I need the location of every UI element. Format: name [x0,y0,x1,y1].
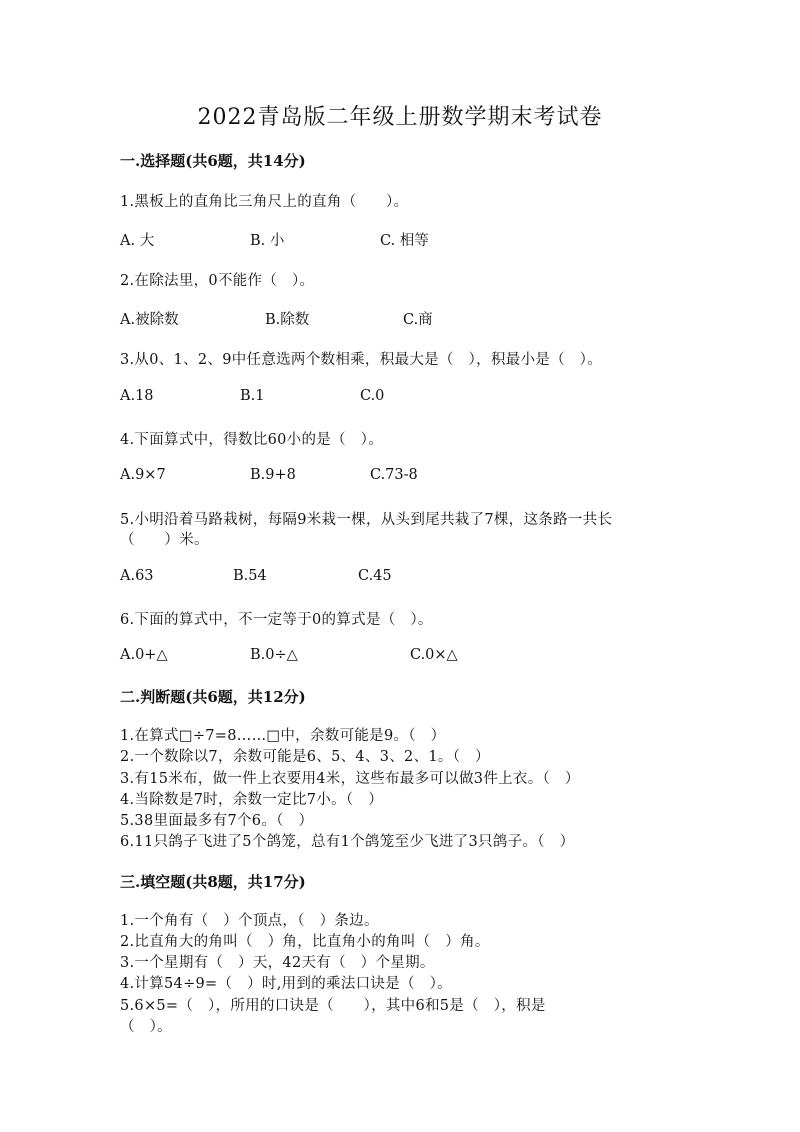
section-heading-judgement: 二.判断题(共6题，共12分) [120,688,306,706]
option-4c: C.73-8 [370,467,418,483]
option-6a: A.0+△ [120,647,168,663]
option-2a: A.被除数 [120,312,179,328]
question-6: 6.下面的算式中，不一定等于0的算式是（ ）。 [120,612,433,628]
question-4: 4.下面算式中，得数比60小的是（ ）。 [120,432,384,448]
fill-item-5-line2: （ ）。 [120,1019,172,1035]
section-heading-choice: 一.选择题(共6题，共14分) [120,152,306,170]
option-1b: B. 小 [250,233,285,249]
judgement-item-6: 6.11只鸽子飞进了5个鸽笼，总有1个鸽笼至少飞进了3只鸽子。（ ） [120,834,575,850]
option-3b: B.1 [240,388,265,404]
option-1c: C. 相等 [380,233,429,249]
question-3: 3.从0、1、2、9中任意选两个数相乘，积最大是（ ），积最小是（ ）。 [120,352,603,368]
question-5-line1: 5.小明沿着马路栽树，每隔9米栽一棵，从头到尾共栽了7棵，这条路一共长 [120,512,613,528]
section-heading-fill-blank: 三.填空题(共8题，共17分) [120,873,306,891]
option-3a: A.18 [120,388,154,404]
fill-item-4: 4.计算54÷9=（ ）时,用到的乘法口诀是（ ）。 [120,976,452,992]
fill-item-5-line1: 5.6×5=（ ），所用的口诀是（ ），其中6和5是（ ），积是 [120,998,546,1014]
option-5c: C.45 [358,568,392,584]
option-4a: A.9×7 [120,467,166,483]
fill-item-1: 1.一个角有（ ）个顶点，（ ）条边。 [120,913,379,929]
page-title: 2022青岛版二年级上册数学期末考试卷 [197,105,603,130]
option-5b: B.54 [233,568,267,584]
option-3c: C.0 [360,388,385,404]
question-2: 2.在除法里，0不能作（ ）。 [120,273,315,289]
option-6b: B.0÷△ [250,647,298,663]
option-4b: B.9+8 [250,467,296,483]
option-1a: A. 大 [120,233,155,249]
judgement-item-2: 2.一个数除以7，余数可能是6、5、4、3、2、1。（ ） [120,749,490,765]
question-1: 1.黑板上的直角比三角尺上的直角（ ）。 [120,194,409,210]
option-5a: A.63 [120,568,154,584]
option-2b: B.除数 [265,312,310,328]
question-5-line2: （ ）米。 [120,532,209,548]
option-2c: C.商 [403,312,433,328]
option-6c: C.0×△ [410,647,458,663]
fill-item-3: 3.一个星期有（ ）天，42天有（ ）个星期。 [120,955,435,971]
judgement-item-3: 3.有15米布，做一件上衣要用4米，这些布最多可以做3件上衣。（ ） [120,771,580,787]
fill-item-2: 2.比直角大的角叫（ ）角，比直角小的角叫（ ）角。 [120,934,490,950]
judgement-item-4: 4.当除数是7时，余数一定比7小。（ ） [120,792,384,808]
judgement-item-1: 1.在算式□÷7=8……□中，余数可能是9。（ ） [120,728,446,744]
judgement-item-5: 5.38里面最多有7个6。（ ） [120,813,314,829]
